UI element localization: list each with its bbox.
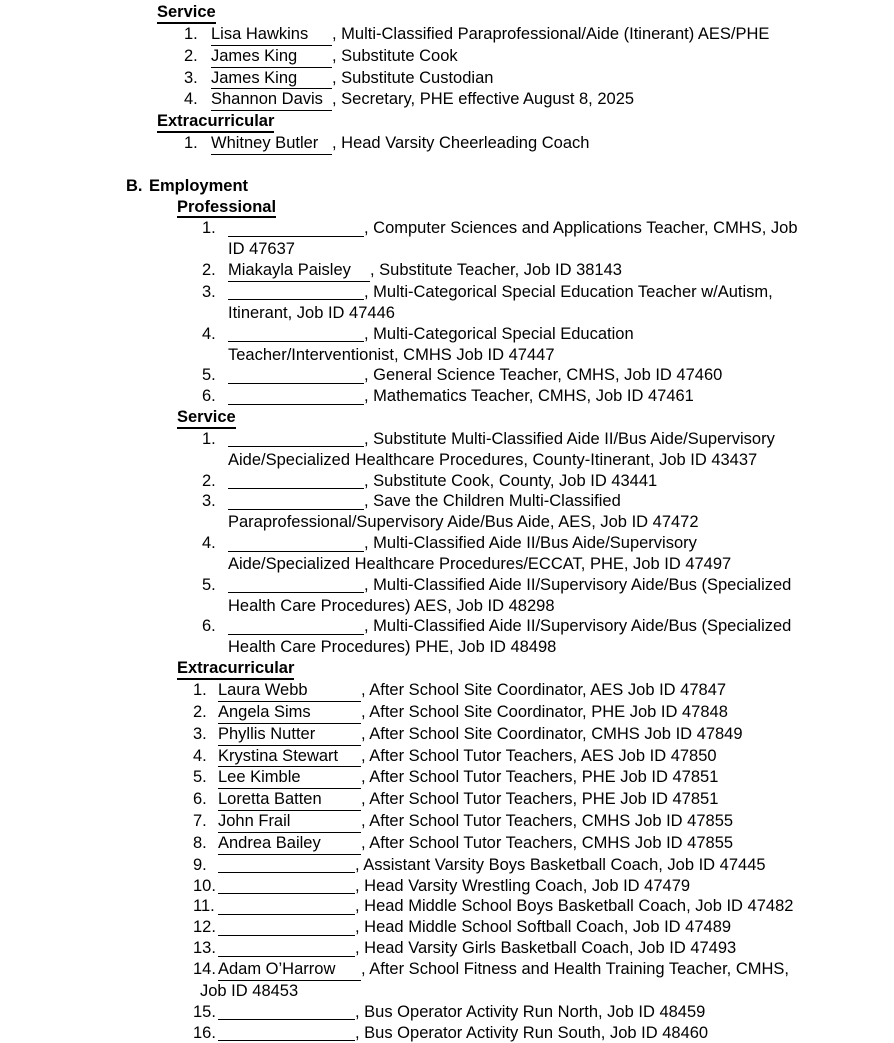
item-number: 1. [202, 218, 228, 239]
item-number: 11. [193, 896, 218, 917]
item-text: , General Science Teacher, CMHS, Job ID 47460 [364, 366, 722, 384]
list-item [184, 89, 894, 111]
subsection-heading [157, 2, 894, 24]
blank-underline [218, 920, 355, 936]
item-number: 4. [202, 533, 228, 554]
list-item [202, 324, 894, 366]
list-item [193, 855, 894, 876]
blank-underline [228, 326, 364, 342]
item-number: 2. [202, 471, 228, 492]
item-text: , Head Middle School Boys Basketball Coach, Job ID 47482 [355, 897, 793, 915]
numbered-list [202, 429, 894, 658]
name-underline: Lisa Hawkins [211, 24, 332, 46]
name-underline: Laura Webb [218, 680, 361, 702]
item-number: 1. [202, 429, 228, 450]
subsection-heading-text: Service [157, 3, 216, 24]
list-item [202, 282, 894, 324]
list-item [193, 767, 894, 789]
list-item [202, 260, 894, 282]
list-item [193, 702, 894, 724]
item-text: , Assistant Varsity Boys Basketball Coach, Job ID 47445 [355, 856, 766, 874]
subsection-heading-text: Extracurricular [177, 659, 294, 680]
name-underline: John Frail [218, 811, 361, 833]
section-a-tail [0, 2, 894, 155]
item-text-continuation: ID 47637 [228, 239, 894, 260]
blank-underline [228, 221, 364, 237]
list-item [193, 917, 894, 938]
list-item [202, 616, 894, 658]
item-text-continuation: Itinerant, Job ID 47446 [228, 303, 894, 324]
item-number: 6. [193, 789, 218, 810]
blank-underline [218, 899, 355, 915]
name-underline: Shannon Davis [211, 89, 332, 111]
name-underline: Andrea Bailey [218, 833, 361, 855]
item-text: , Head Varsity Wrestling Coach, Job ID 47479 [355, 877, 690, 895]
item-text: , Multi-Categorical Special Education Teacher w/Autism, [364, 283, 773, 301]
blank-underline [228, 473, 364, 489]
item-text: , Substitute Custodian [332, 69, 493, 87]
item-text: , Save the Children Multi-Classified [364, 492, 621, 510]
item-text: , After School Fitness and Health Training Teacher, CMHS, [361, 960, 789, 978]
list-item [193, 959, 894, 1002]
item-number: 4. [193, 746, 218, 767]
subsection [0, 658, 894, 1043]
list-item [202, 533, 894, 575]
item-text: , After School Site Coordinator, PHE Job ID 47848 [361, 703, 728, 721]
item-text: , Substitute Teacher, Job ID 38143 [370, 261, 622, 279]
list-item [193, 876, 894, 897]
name-underline: James King [211, 46, 332, 68]
list-item [202, 386, 894, 407]
list-item [202, 471, 894, 492]
list-item [193, 724, 894, 746]
list-item [193, 1002, 894, 1023]
subsection-heading-text: Professional [177, 198, 276, 219]
item-text-continuation: Job ID 48453 [200, 981, 894, 1002]
item-text: , Substitute Multi-Classified Aide II/Bus Aide/Supervisory [364, 430, 775, 448]
list-item [202, 575, 894, 617]
blank-underline [228, 577, 364, 593]
name-underline: Phyllis Nutter [218, 724, 361, 746]
name-underline: Lee Kimble [218, 767, 361, 789]
subsection-heading [177, 197, 894, 219]
subsection [0, 407, 894, 658]
list-item [193, 833, 894, 855]
item-number: 3. [202, 491, 228, 512]
subsection [0, 197, 894, 407]
list-item [184, 24, 894, 46]
list-item [202, 365, 894, 386]
blank-underline [228, 284, 364, 300]
list-item [193, 938, 894, 959]
item-text: , Head Varsity Cheerleading Coach [332, 134, 589, 152]
item-number: 3. [193, 724, 218, 745]
item-number: 3. [184, 68, 211, 89]
item-text: , After School Tutor Teachers, PHE Job ID 47851 [361, 790, 718, 808]
item-text-continuation: Aide/Specialized Healthcare Procedures, County-Itinerant, Job ID 43437 [228, 450, 894, 471]
item-text: , Multi-Classified Aide II/Supervisory Aide/Bus (Specialized [364, 617, 791, 635]
item-number: 16. [193, 1023, 218, 1043]
subsection-heading [177, 407, 894, 429]
subsection [0, 2, 894, 111]
name-underline: Whitney Butler [211, 133, 332, 155]
item-text: , After School Tutor Teachers, AES Job ID 47850 [361, 747, 717, 765]
item-number: 9. [193, 855, 218, 876]
item-number: 5. [202, 575, 228, 596]
item-number: 13. [193, 938, 218, 959]
numbered-list [184, 24, 894, 111]
subsection-heading [157, 111, 894, 133]
item-text: , Secretary, PHE effective August 8, 2025 [332, 90, 634, 108]
numbered-list [184, 133, 894, 155]
numbered-list [202, 218, 894, 407]
subsection [0, 111, 894, 155]
item-text-continuation: Paraprofessional/Supervisory Aide/Bus Aide, AES, Job ID 47472 [228, 512, 894, 533]
blank-underline [228, 368, 364, 384]
section-b-groups [0, 197, 894, 1043]
subsection-heading-text: Extracurricular [157, 112, 274, 133]
item-number: 5. [193, 767, 218, 788]
item-text: , Multi-Classified Aide II/Bus Aide/Supervisory [364, 534, 697, 552]
item-text: , After School Site Coordinator, CMHS Job ID 47849 [361, 725, 743, 743]
item-text: , Head Middle School Softball Coach, Job ID 47489 [355, 918, 731, 936]
item-number: 2. [202, 260, 228, 281]
section-b-employment [0, 176, 894, 1043]
item-number: 8. [193, 833, 218, 854]
list-item [193, 896, 894, 917]
item-text: , After School Site Coordinator, AES Job ID 47847 [361, 681, 726, 699]
list-item [202, 491, 894, 533]
blank-underline [228, 494, 364, 510]
item-text: , Multi-Categorical Special Education [364, 325, 634, 343]
item-number: 2. [193, 702, 218, 723]
name-underline: Loretta Batten [218, 789, 361, 811]
item-number: 14. [193, 959, 218, 980]
item-text: , Substitute Cook [332, 47, 458, 65]
blank-underline [228, 536, 364, 552]
item-number: 15. [193, 1002, 218, 1023]
name-underline: Miakayla Paisley [228, 260, 370, 282]
item-text-continuation: Health Care Procedures) PHE, Job ID 48498 [228, 637, 894, 658]
blank-underline [218, 1004, 355, 1020]
section-heading [126, 176, 894, 197]
list-item [184, 68, 894, 90]
list-item [193, 789, 894, 811]
item-text: , Substitute Cook, County, Job ID 43441 [364, 472, 657, 490]
item-number: 5. [202, 365, 228, 386]
item-text: , After School Tutor Teachers, CMHS Job ID 47855 [361, 834, 733, 852]
list-item [193, 680, 894, 702]
blank-underline [228, 431, 364, 447]
item-text: , Computer Sciences and Applications Teacher, CMHS, Job [364, 219, 798, 237]
section-title: Employment [149, 177, 248, 195]
name-underline: James King [211, 68, 332, 90]
numbered-list [193, 680, 894, 1043]
item-text-continuation: Aide/Specialized Healthcare Procedures/ECCAT, PHE, Job ID 47497 [228, 554, 894, 575]
list-item [193, 1023, 894, 1043]
item-text: , After School Tutor Teachers, PHE Job ID 47851 [361, 768, 718, 786]
list-item [193, 746, 894, 768]
item-text: , Multi-Classified Aide II/Supervisory Aide/Bus (Specialized [364, 576, 791, 594]
item-number: 4. [184, 89, 211, 110]
list-item [202, 218, 894, 260]
item-text: , Head Varsity Girls Basketball Coach, Job ID 47493 [355, 939, 736, 957]
item-number: 1. [184, 133, 211, 154]
item-number: 6. [202, 616, 228, 637]
item-text: , Bus Operator Activity Run South, Job ID 48460 [355, 1024, 708, 1042]
blank-underline [218, 878, 355, 894]
item-number: 4. [202, 324, 228, 345]
name-underline: Angela Sims [218, 702, 361, 724]
name-underline: Adam O’Harrow [218, 959, 361, 981]
item-number: 6. [202, 386, 228, 407]
item-number: 7. [193, 811, 218, 832]
list-item [202, 429, 894, 471]
subsection-heading-text: Service [177, 408, 236, 429]
subsection-heading [177, 658, 894, 680]
item-number: 2. [184, 46, 211, 67]
item-text: , Mathematics Teacher, CMHS, Job ID 47461 [364, 387, 694, 405]
item-number: 1. [193, 680, 218, 701]
name-underline: Krystina Stewart [218, 746, 361, 768]
item-text: , After School Tutor Teachers, CMHS Job ID 47855 [361, 812, 733, 830]
list-item [184, 133, 894, 155]
blank-underline [218, 1025, 355, 1041]
item-text: , Multi-Classified Paraprofessional/Aide (Itinerant) AES/PHE [332, 25, 769, 43]
item-number: 3. [202, 282, 228, 303]
item-text: , Bus Operator Activity Run North, Job ID 48459 [355, 1003, 705, 1021]
item-text-continuation: Health Care Procedures) AES, Job ID 48298 [228, 596, 894, 617]
blank-underline [218, 941, 355, 957]
list-item [184, 46, 894, 68]
item-number: 1. [184, 24, 211, 45]
item-number: 10. [193, 876, 218, 897]
list-item [193, 811, 894, 833]
blank-underline [218, 857, 355, 873]
item-text-continuation: Teacher/Interventionist, CMHS Job ID 47447 [228, 345, 894, 366]
item-number: 12. [193, 917, 218, 938]
blank-underline [228, 619, 364, 635]
blank-underline [228, 389, 364, 405]
section-label: B. [126, 176, 149, 197]
